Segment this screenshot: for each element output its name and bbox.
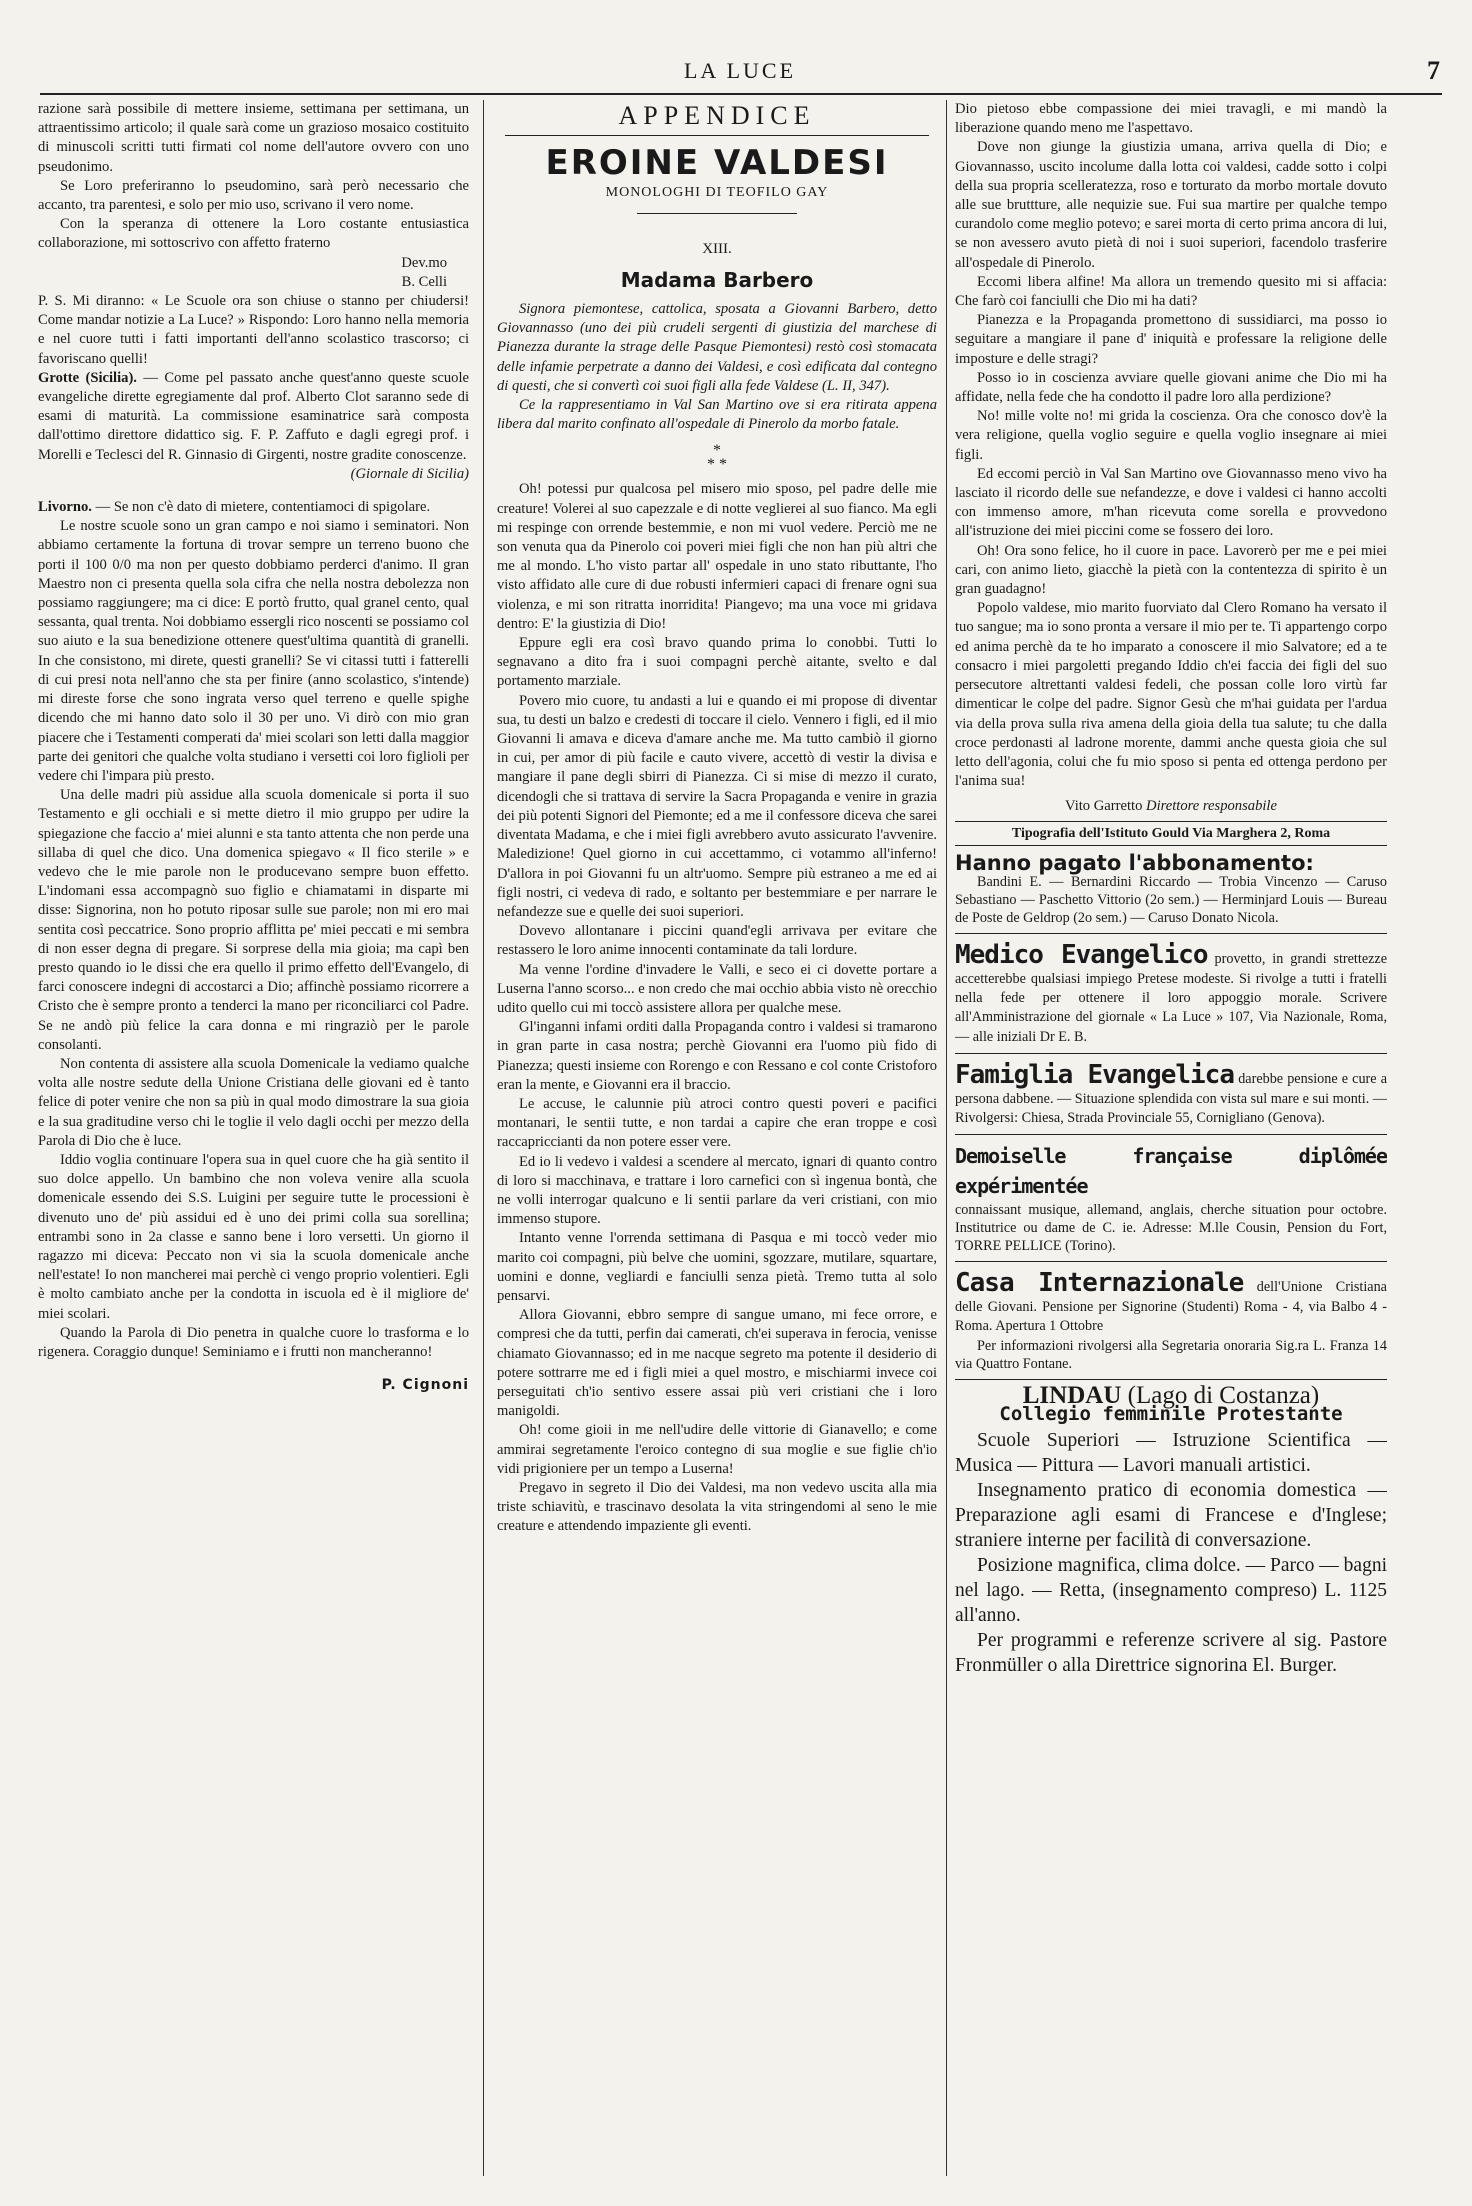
column-1 [38,100,469,2198]
paragraph: Quando la Parola di Dio penetra in qualche cuore lo trasforma e lo rigenera. Coraggio dunque! Seminiamo e i frutti non mancheranno! [38,1324,469,1360]
director-name: Vito Garretto [1065,798,1143,815]
ad-title: Casa Internazionale [955,1268,1244,1299]
column-2 [497,100,937,2198]
paragraph: Ed io li vedevo i valdesi a scendere al mercato, ignari di quanto contro di loro si macchinava, e trattare i loro carnefici con sì ingenua bontà, che ne volli interrogar qualcuno e li sentii parlare da veri cristiani, con mio immenso stupore. [497,1153,937,1228]
ad-title: Demoiselle française diplômée expérimentée [955,1144,1387,1199]
ad-text: darebbe pensione e cure a persona dabbene. — Situazione splendida con vista sul mare e sui monti. — Rivolgersi: Chiesa, Strada Provinciale 55, Cornigliano (Genova). [955,1070,1387,1126]
ad-lindau [955,1381,1387,1678]
paragraph: Povero mio cuore, tu andasti a lui e quando ei mi propose di diventar sua, tu desti un balzo e credesti di toccare il cielo. Vennero i figli, ed il mio Giovanni li amava e diceva d'amare anche me. Ma tutto cambiò il giorno in cui, per amor di più facile e cauto vivere, accettò di vestir la divisa e mangiare il pane degli sbirri di Pianezza. Ci si mise di mezzo il curato, dicendogli che si trattava di servire la Sacra Propaganda e venire in grazia dei più potenti Signori del Piemonte; ed a me il confessore diceva che sarei diventata Madama, e che i miei figli avrebbero avuto assicurato l'avvenire. Maledizione! Quel giorno in cui accettammo, ci votammo all'inferno! D'allora in poi Giovanni fu un altr'uomo. Sempre più estraneo a me ed ai figli nostri, ci vedeva di rado, e soltanto per bestemmiare e per narrare le nefandezze sue e quelle dei suoi superiori. [497,692,937,920]
ad-text: dell'Unione Cristiana delle Giovani. Pensione per Signorine (Studenti) Roma - 4, via Balbo 4 - Roma. Apertura 1 Ottobre [955,1279,1387,1335]
author-signature: P. Cignoni [381,1377,469,1394]
paragraph: Le nostre scuole sono un gran campo e noi siamo i seminatori. Non abbiamo certamente la fortuna di trovar sempre un terreno buono che porti il 100 0/0 ma non per questo dobbiamo perderci d'animo. Il gran Maestro non ci presenta quella sola cifra che nella nostra debolezza non possiamo raggiungere; ma ci dice: E portò frutto, qual granel cento, qual sessanta, qual trenta. Noi dobbiamo essergli rico noscenti se possiamo col suo aiuto e la sua benedizione ottenere quest'ultima quantità di granelli. In che consistono, mi direte, questi granelli? Se vi citassi tutti i fatterelli di cui presi nota nell'anno che sta per finire (anno scolastico, s'intende) mi direste forse che sono ingrata verso quel terreno e quelle spighe dicendo che mi hanno dato solo il 30 per uno. Vi dirò con mio gran piacere che i Testamenti comperati da' miei scolari son letti dalla maggior parte dei genitori che qualche volta studiano i versetti coi loro figlioli per vedere chi l'impara più presto. [38,518,469,784]
page-number: 7 [1427,56,1440,85]
paragraph: Non contenta di assistere alla scuola Domenicale la vediamo qualche volta alle nostre sedute della Unione Cristiana delle giovani ed è tanto felice di poter venire che non sa più in qual modo dimostrare la sua gioia e la sua graditudine verso chi le toglie il velo dagli occhi per mezzo della Parola di Dio che è luce. [38,1055,469,1149]
signature-name: B. Celli [401,273,447,290]
signature-closing: Dev.mo [401,254,447,271]
feature-subtitle: MONOLOGHI DI TEOFILO GAY [605,185,829,201]
page-header [40,56,1440,96]
chapter-number: XIII. [702,240,732,257]
paragraph: Allora Giovanni, ebbro sempre di sangue umano, mi fece orrore, e compresi che da tutti, perfin dai camerati, ch'ei superava in ferocia, venisse chiamato Giovannasso; ed in me nacque segreto ma potente il desiderio di potere sottrarre me ed i figli miei a quel mostro, e mischiarmi invece coi perseguitati ch'io sentivo essere assai più veri cristiani che i loro manigoldi. [497,1307,937,1420]
ad-text: connaissant musique, allemand, anglais, cherche situation pour octobre. Institutrice ou dame de C. ie. Adresse: M.lle Cousin, Pension du Fort, TORRE PELLICE (Torino). [955,1202,1387,1255]
ad-text: provetto, in grandi strettezze accetterebbe qualsiasi impiego Pretese modeste. Si rivolge a tutti i fratelli nella fede per ottenere il loro appoggio morale. Scrivere all'Amministrazione del giornale « La Luce » 107, Via Nazionale, Roma, — alle iniziali Dr E. B. [955,950,1387,1045]
news-text: — Come pel passato anche quest'anno queste scuole evangeliche dirette egregiamente dal prof. Alberto Clot saranno sede di esami di maturità. La commissione esaminatrice sarà composta dall'ottimo direttore didattico sig. F. P. Zaffuto e dagli egregi prof. i Morelli e Teclesci del R. Ginnasio di Girgenti, nostre gradite conoscenze. [38,369,469,463]
paragraph: Eppure egli era così bravo quando prima lo conobbi. Tutti lo segnavano a dito fra i suoi compagni perchè aitante, svelto e dal portamento marziale. [497,635,937,690]
paragraph: Dove non giunge la giustizia umana, arriva quella di Dio; e Giovannasso, uscito incolume dalla lotta coi valdesi, cadde sotto i colpi della sua propria scelleratezza, roso e torturato da morbo mortale dovuto alle sue bruttture, alle nequizie sue. Fui sua martire per qualche tempo curandolo come meglio potevo; e sarei morta di certo prima ancora di lui, se non avessero avuto pietà di noi i suoi superiori, facendolo trasferire all'ospedale di Pinerolo. [955,139,1387,271]
ad-title-main: LINDAU [1022,1381,1122,1409]
paragraph: Una delle madri più assidue alla scuola domenicale si porta il suo Testamento e gli occhiali e si mette dietro il mio gruppo per udire la spiegazione che faccio a' miei alunni e sta tanto attenta che non perde una sillaba di quel che dico. Una domenica spiegavo « Il fico sterile » e vedevo che le mie parole non le producevano sempre buon effetto. L'indomani essa accompagnò suo figlio e chiamatami in disparte mi disse: Signorina, non ho potuto riposar sulle sue parole; non mi ero mai sentita così peccatrice. Sono proprio afflitta pe' miei peccati e mi sembra di non esser degna di pregare. Si sorprese della mia gioia; ma capì ben presto quando io le dissi che era quello il primo effetto dell'Evangelo, di farci conoscere indegni di accostarci a Dio; affinchè possiamo ricorrere a Cristo che è sempre pronto a tenderci la mano per riconciliarci col Padre. Se ne andò più felice la cara donna e mi ringraziò per le parole consolanti. [38,787,469,1053]
paragraph: Intanto venne l'orrenda settimana di Pasqua e mi toccò veder mio marito coi compagni, più belve che uomini, sgozzare, mutilare, squartare, uomini e donne, vegliardi e fanciulli senza pietà. Tremo tutta al solo pensarvi. [497,1230,937,1304]
news-text: — Se non c'è dato di mietere, contentiamoci di spigolare. [91,499,431,516]
paragraph: Dio pietoso ebbe compassione dei miei travagli, e mi mandò la liberazione quando meno me l'aspettavo. [955,101,1387,137]
subscriptions-heading: Hanno pagato l'abbonamento: [955,850,1314,875]
asterism-bottom: * * [707,456,727,474]
asterism-top: * [713,442,721,460]
director-role: Direttore responsabile [1146,798,1277,815]
paragraph: Pregavo in segreto il Dio dei Valdesi, ma non vedevo uscita alla mia triste schiavitù, e trascinavo desolata la vita stringendomi al seno le mie creature e attendendo impaziente gli eventi. [497,1480,937,1535]
paragraph: Oh! potessi pur qualcosa pel misero mio sposo, pel padre delle mie creature! Volerei al suo capezzale e di notte veglierei al suo fianco. Ma egli mi respinge con orrende bestemmie, e non mi vuol vedere. Perciò me ne son venuta qua da Pinerolo coi poveri miei figli che non han più altri che me al mondo. L'ho visto partar all' ospedale in uno stato ributtante, l'ho visto affidato alle cure di due robusti infermieri capaci di frenare ogni sua violenza, e mi son ritratta inorridita! Piangevo; ma una voce mi gridava dentro: E' la giustizia di Dio! [497,481,937,632]
ad-paragraph: Scuole Superiori — Istruzione Scientifica — Musica — Pittura — Lavori manuali artistici. [955,1429,1387,1476]
ad-paragraph: Per programmi e referenze scrivere al sig. Pastore Fronmüller o alla Direttrice signorina El. Burger. [955,1629,1387,1676]
paragraph: Dovevo allontanare i piccini quand'egli arrivava per evitare che restassero le loro anime innocenti contaminate da tali lordure. [497,923,937,959]
printer-line: Tipografia dell'Istituto Gould Via Marghera 2, Roma [955,821,1387,846]
ad-title: Medico Evangelico [955,939,1208,970]
paragraph: Popolo valdese, mio marito fuorviato dal Clero Romano ha versato il tuo sangue; ma io sono pronta a versare il mio per te. Ti appartengo corpo ed anima perchè da te ho imparato a conoscere il mio Salvatore; ed a te consacro i miei pargoletti pregando Iddio ch'ei faccia dei figli del suo persecutore altrettanti valdesi fedeli, che possan colle loro virtù far dimenticar le colpe del padre. Signor Gesù che m'hai guidata per l'ardua via della prova sulla riva amena della gioia della tua salute; tu che dalla croce perdonasti al ladrone morente, dammi anche questa gioia che sul letto dell'agonia, colui che fu mio sposo si penta ed ottenga perdono per l'anima sua! [955,600,1387,790]
ad-famiglia [955,1060,1387,1135]
paragraph: Posso io in coscienza avviare quelle giovani anime che Dio mi ha affidate, nella fede che ha condotto il padre loro alla perdizione? [955,369,1387,406]
ad-demoiselle [955,1141,1387,1262]
column-divider-1 [483,100,484,2176]
intro-paragraph: Signora piemontese, cattolica, sposata a Giovanni Barbero, detto Giovannasso (uno dei più crudeli sergenti di giustizia del marchese di Pianezza durante la strage delle Pasque Piemontesi) restò così stomacata delle infamie perpetrate a danno dei Valdesi, e così edificata dal contegno di questi, che si convertì coi suoi figli alla fede Valdese (L. II, 347). [497,301,937,394]
paragraph: Ed eccomi perciò in Val San Martino ove Giovannasso meno vivo ha lasciato il ricordo delle sue nefandezze, e dove i valdesi ci hanno accolti con immenso amore, m'han ricevuta come sorella e provvedono all'istruzione dei miei piccini come se fossero dei loro. [955,465,1387,540]
intro-paragraph: Ce la rappresentiamo in Val San Martino ove si era ritirata appena libera dal marito confinato all'ospedale di Pinerolo da morbo fatale. [497,397,937,433]
asterism [497,444,937,472]
column-3 [955,100,1387,2198]
header-rule [40,93,1442,95]
feature-title: EROINE VALDESI [545,143,889,184]
chapter-intro [497,300,937,434]
divider [505,135,929,136]
place-name: Livorno. [38,499,92,516]
column-divider-2 [946,100,947,2176]
paragraph: Se Loro preferiranno lo pseudomino, sarà però necessario che accanto, tra parentesi, e solo per mio uso, scrivano il vero nome. [38,177,469,214]
newspaper-title: LA LUCE [683,58,797,83]
ad-paragraph: Insegnamento pratico di economia domestica — Preparazione agli esami di Francese e d'Inglese; straniere interne per facilità di conversazione. [955,1479,1387,1551]
ad-text: Per informazioni rivolgersi alla Segretaria onoraria Sig.ra L. Franza 14 via Quattro Fontane. [955,1337,1387,1372]
subscriptions-list: Bandini E. — Bernardini Riccardo — Trobia Vincenzo — Caruso Sebastiano — Paschetto Vittorio (2o sem.) — Herminjard Louis — Bureau de Poste de Geldrop (2o sem.) — Caruso Donato Nicola. [955,873,1387,926]
paragraph: Le accuse, le calunnie più atroci contro questi poveri e pacifici montanari, le sentii tutte, e non tardai a capire che eran troppe e così raccapriccianti da non potere esser vere. [497,1095,937,1151]
paragraph: Oh! come gioii in me nell'udire delle vittorie di Gianavello; e come ammirai segretamente l'eroico contegno di sua moglie e sue figlie ch'io vidi prigioniere per un tempo a Luserna! [497,1422,937,1477]
ad-casa [955,1268,1387,1379]
ad-paragraph: Posizione magnifica, clima dolce. — Parco — bagni nel lago. — Retta, (insegnamento compreso) L. 1125 all'anno. [955,1554,1387,1626]
paragraph: Eccomi libera alfine! Ma allora un tremendo quesito mi si affacia: Che farò coi fanciulli che Dio mi ha dati? [955,273,1387,310]
chapter-title: Madama Barbero [620,267,814,292]
ad-medico [955,940,1387,1054]
source-credit: (Giornale di Sicilia) [350,465,469,482]
paragraph: No! mille volte no! mi grida la coscienza. Ora che conosco dov'è la vera religione, quella voglio seguire e quella voglio insegnare ai miei figli. [955,408,1387,463]
ad-subtitle: Collegio femminile Protestante [999,1402,1343,1425]
appendix-heading: APPENDICE [618,101,816,130]
place-name: Grotte (Sicilia). [38,369,137,386]
divider [637,213,797,214]
paragraph: Gl'inganni infami orditi dalla Propaganda contro i valdesi si tramarono in gran parte in casa nostra; perchè Giovanni era l'uomo più fido di Pianezza; questi insieme con Rorengo e con Ressano e col conte Cristoforo eran la mente, e Giovanni era il braccio. [497,1019,937,1093]
paragraph: Con la speranza di ottenere la Loro costante entusiastica collaborazione, mi sottoscrivo con affetto fraterno [38,216,469,252]
paragraph: razione sarà possibile di mettere insieme, settimana per settimana, un attraentissimo articolo; il quale sarà come un grazioso mosaico costituito di minuscoli scritti tutti firmati col nome dell'autore ovvero con uno pseudonimo. [38,101,469,175]
subscriptions-block [955,850,1387,934]
postscript: P. S. Mi diranno: « Le Scuole ora son chiuse o stanno per chiudersi! Come mandar notizie a La Luce? » Rispondo: Loro hanno nella memoria e nel cuore tutti i fatti importanti dell'anno scolastico trascorso; ci favoriscano quelli! [38,293,469,367]
ad-title: Famiglia Evangelica [955,1059,1234,1090]
ad-title [955,1381,1387,1409]
director-line [955,797,1387,816]
news-livorno [38,498,469,517]
paragraph: Iddio voglia continuare l'opera sua in quel cuore che ha già sentito il suo dolce appello. Un bambino che non voleva venire alla scuola domenicale essendo dei S.S. Luigini per seguire tutte le processioni è divenuto uno de' più assidui ed è uno dei primi colla sua sorellina; entrambi sono in 2a classe e sanno bene i loro versetti. Un giorno il ragazzo mi diceva: Peccato non vi sia la scuola domenicale anche nell'estate! Io non mancherei mai perchè ci vengo proprio volentieri. Egli è molto cambiato anche per la condotta in iscuola ed è il migliore de' miei scolari. [38,1151,469,1322]
paragraph: Pianezza e la Propaganda promettono di sussidiarci, ma posso io seguitare a mangiare il pane d' iniquità e professare la religione delle imposture e delle stragi? [955,312,1387,367]
news-grotte [38,369,469,465]
paragraph: Oh! Ora sono felice, ho il cuore in pace. Lavorerò per me e pei miei cari, con animo lieto, giacchè la pietà con la contentezza di spirito è un gran guadagno! [955,542,1387,598]
paragraph: Ma venne l'ordine d'invadere le Valli, e seco ei ci dovette portare a Luserna l'anno scorso... e non credo che mai occhio abbia visto nè orecchio udito quello cui mi toccò assistere allora per qualche mese. [497,961,937,1016]
ad-title-place: (Lago di Costanza) [1127,1381,1320,1409]
